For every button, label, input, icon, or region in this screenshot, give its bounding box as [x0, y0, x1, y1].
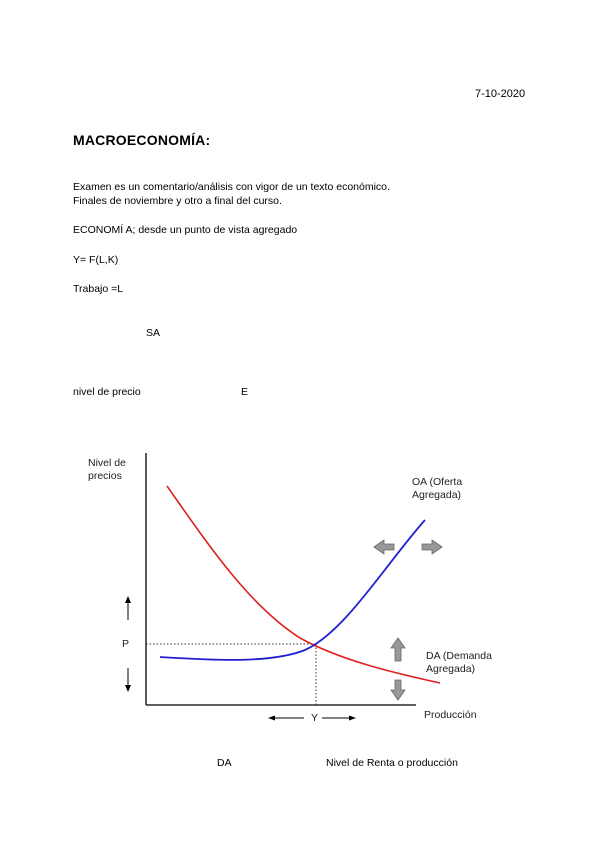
note-line-exam: Examen es un comentario/análisis con vigor de un texto económico. — [73, 181, 390, 193]
price-marker-label: P — [122, 638, 130, 650]
y-axis-label-line2: precios — [88, 470, 122, 482]
date: 7-10-2020 — [475, 88, 526, 100]
price-down-arrow-icon — [125, 668, 131, 692]
demand-shift-down-arrow-icon — [391, 680, 405, 700]
price-up-arrow-icon — [125, 596, 131, 620]
demand-label-line2: Agregada) — [426, 663, 476, 675]
note-label-e: E — [241, 386, 249, 398]
supply-shift-left-arrow-icon — [374, 540, 394, 554]
footer-label-da: DA — [217, 757, 232, 769]
demand-shift-up-arrow-icon — [391, 638, 405, 661]
y-axis-label-line1: Nivel de — [88, 457, 126, 469]
note-line-dates: Finales de noviembre y otro a final del curso. — [73, 195, 282, 207]
output-left-arrow-icon — [268, 716, 304, 721]
output-right-arrow-icon — [322, 716, 356, 721]
note-label-sa: SA — [146, 327, 161, 339]
supply-label-line2: Agregada) — [412, 489, 462, 501]
footer-label-renta: Nivel de Renta o producción — [326, 757, 458, 769]
supply-label-line1: OA (Oferta — [412, 476, 463, 488]
note-line-labor: Trabajo =L — [73, 283, 124, 295]
note-label-price-level: nivel de precio — [73, 386, 141, 398]
x-axis-label: Producción — [424, 709, 477, 721]
note-line-function: Y= F(L,K) — [73, 254, 119, 266]
page-title: MACROECONOMÍA: — [73, 132, 211, 148]
supply-shift-right-arrow-icon — [422, 540, 442, 554]
output-marker-label: Y — [311, 712, 319, 724]
supply-curve — [160, 520, 425, 660]
note-line-economia: ECONOMÍ A; desde un punto de vista agregado — [73, 224, 298, 236]
demand-label-line1: DA (Demanda — [426, 650, 492, 662]
